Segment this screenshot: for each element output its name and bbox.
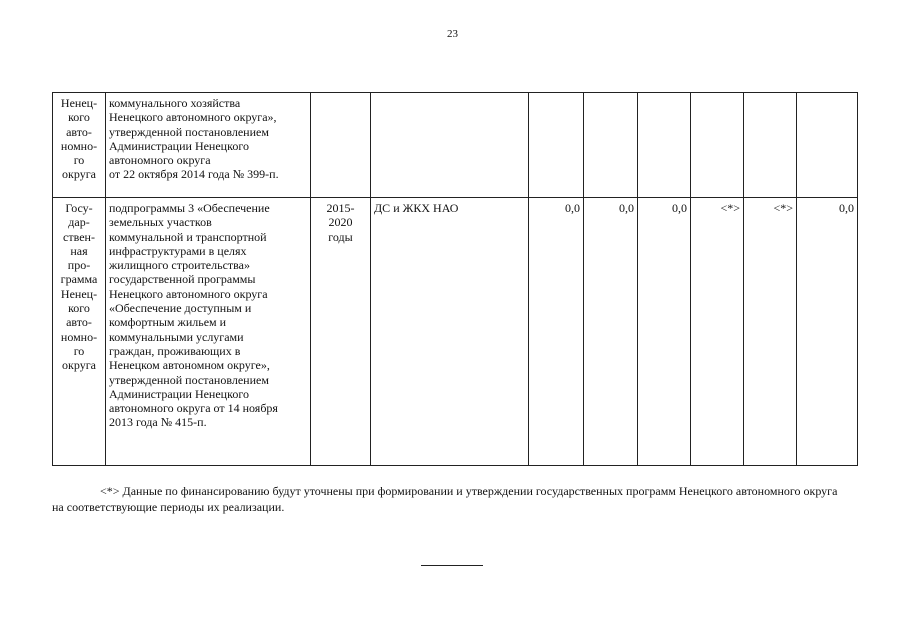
cell-value-5 (744, 93, 797, 198)
cell-value-3 (638, 93, 691, 198)
cell-value-2 (584, 93, 638, 198)
cell-value-6 (797, 93, 858, 198)
cell-value-4 (691, 93, 744, 198)
cell-value-3: 0,0 (638, 198, 691, 466)
cell-value-1 (529, 93, 584, 198)
cell-value-5: <*> (744, 198, 797, 466)
cell-executor (371, 93, 529, 198)
cell-program-type: Ненец- кого авто- номно- го округа (53, 93, 106, 198)
table-row (53, 198, 858, 466)
page-number: 23 (447, 28, 458, 40)
cell-program-type: Госу- дар- ствен- ная про- грамма Ненец- кого авто- номно- го округа (53, 198, 106, 466)
financing-table (52, 92, 858, 466)
cell-program-name: подпрограммы 3 «Обеспечение земельных участков коммунальной и транспортной инфраструктурами в целях жилищного строительства» государственной программы Ненецкого автономного округа «Обеспечение доступным и комфортным жильем и коммунальными услугами граждан, проживающих в Ненецком автономном округе», утвержденной постановлением Администрации Ненецкого автономного округа от 14 ноября 2013 года № 415-п. (106, 198, 311, 466)
footnote: <*> Данные по финансированию будут уточнены при формировании и утверждении государственных программ Ненецкого автономного округа на соответствующие периоды их реализации. (52, 484, 838, 514)
cell-executor: ДС и ЖКХ НАО (371, 198, 529, 466)
cell-period: 2015- 2020 годы (311, 198, 371, 466)
table-row (53, 93, 858, 198)
cell-value-4: <*> (691, 198, 744, 466)
cell-value-2: 0,0 (584, 198, 638, 466)
cell-value-1: 0,0 (529, 198, 584, 466)
cell-period (311, 93, 371, 198)
cell-value-6: 0,0 (797, 198, 858, 466)
cell-program-name: коммунального хозяйства Ненецкого автономного округа», утвержденной постановлением Администрации Ненецкого автономного округа от 22 октября 2014 года № 399-п. (106, 93, 311, 198)
divider-line (421, 565, 483, 566)
